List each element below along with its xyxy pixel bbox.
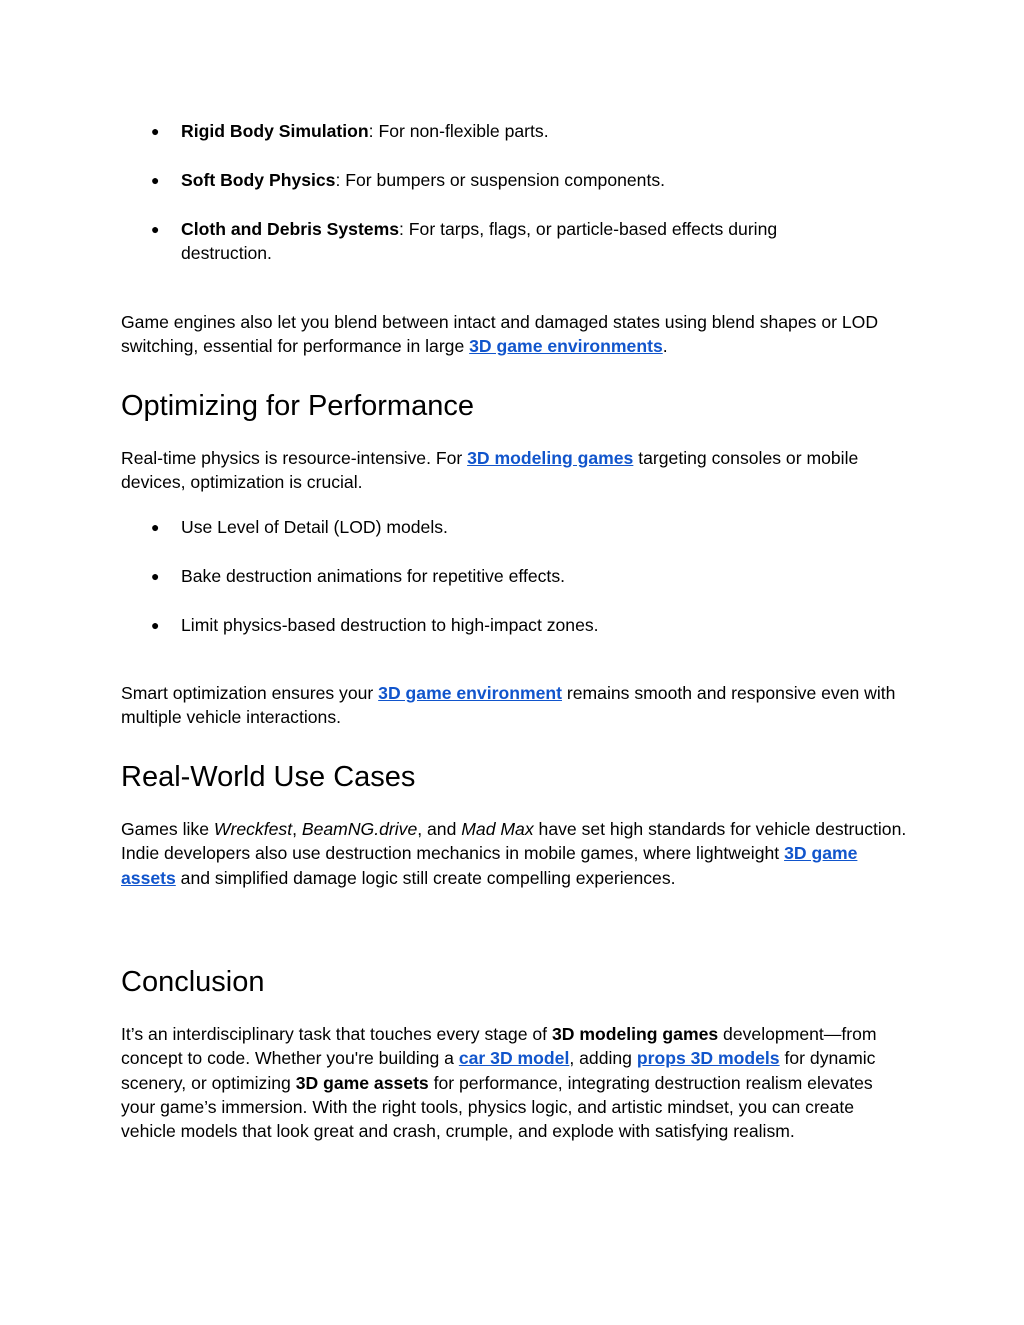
bullet-icon: ● — [151, 519, 160, 535]
list-item — [121, 515, 911, 539]
paragraph-text: development—from concept to code. Whether you're building a — [121, 1024, 877, 1069]
use-cases-heading: Real-World Use Cases — [121, 761, 416, 793]
game-environments-link[interactable]: 3D game environments — [469, 336, 663, 357]
list-item-term: Rigid Body Simulation — [181, 121, 369, 141]
bold-term: 3D modeling games — [551, 1024, 719, 1044]
bullet-icon: ● — [151, 568, 160, 584]
car-3d-model-link[interactable]: car 3D model — [458, 1048, 570, 1069]
list-item-text: : For tarps, flags, or particle-based effects during destruction. — [181, 219, 778, 264]
list-item-text: : For non-flexible parts. — [368, 121, 549, 141]
bullet-icon: ● — [151, 172, 160, 188]
bold-term: 3D game assets — [295, 1072, 429, 1093]
props-3d-models-link[interactable]: props 3D models — [636, 1048, 780, 1069]
use-cases-paragraph — [121, 817, 911, 890]
list-item — [121, 613, 911, 637]
list-item — [121, 168, 911, 192]
bullet-icon: ● — [151, 221, 160, 237]
paragraph-text: and simplified damage logic still create compelling experiences. — [175, 867, 676, 888]
game-title: BeamNG.drive — [301, 819, 418, 839]
game-assets-link[interactable]: 3D game assets — [121, 843, 858, 888]
optimizing-intro-paragraph — [121, 446, 911, 495]
game-title: Mad Max — [461, 819, 534, 839]
modeling-games-link[interactable]: 3D modeling games — [467, 448, 634, 468]
paragraph-text: targeting consoles or mobile devices, optimization is crucial. — [121, 448, 859, 493]
paragraph-text: have set high standards for vehicle destruction. Indie developers also use destruction mechanics in mobile games, where lightweight — [121, 819, 907, 864]
paragraph-text: Game engines also let you blend between intact and damaged states using blend shapes or LOD switching, essential for performance in large — [121, 312, 879, 357]
paragraph-text: for dynamic scenery, or optimizing — [121, 1048, 876, 1093]
paragraph-text: , and — [417, 819, 462, 839]
list-item-term: Cloth and Debris Systems — [181, 219, 400, 239]
paragraph-text: . — [662, 336, 668, 357]
list-item-text: Bake destruction animations for repetitive effects. — [181, 566, 566, 586]
list-item — [121, 217, 911, 266]
bullet-icon: ● — [151, 617, 160, 633]
list-item-text: Use Level of Detail (LOD) models. — [181, 517, 448, 537]
list-item — [121, 119, 911, 143]
paragraph-text: for performance, integrating destruction realism elevates your game’s immersion. With the right tools, physics logic, and artistic mindset, you can create vehicle models that look great and crash, crumple, and explode with satisfying realism. — [121, 1072, 873, 1142]
paragraph-text: Smart optimization ensures your — [121, 683, 379, 703]
list-item-term: Soft Body Physics — [181, 170, 336, 190]
paragraph-text: remains smooth and responsive even with multiple vehicle interactions. — [121, 683, 896, 728]
blend-paragraph — [121, 310, 911, 359]
conclusion-paragraph — [121, 1022, 911, 1143]
conclusion-heading: Conclusion — [121, 966, 265, 998]
paragraph-text: , — [292, 819, 302, 839]
list-item — [121, 564, 911, 588]
list-item-text: Limit physics-based destruction to high-impact zones. — [181, 615, 599, 635]
paragraph-text: It’s an interdisciplinary task that touches every stage of — [121, 1024, 552, 1044]
optimizing-heading: Optimizing for Performance — [121, 390, 474, 422]
list-item-text: : For bumpers or suspension components. — [335, 170, 666, 190]
game-title: Wreckfest — [213, 819, 293, 839]
bullet-icon: ● — [151, 123, 160, 139]
optimizing-outro-paragraph — [121, 681, 911, 730]
paragraph-text: Games like — [121, 819, 214, 839]
paragraph-text: Real-time physics is resource-intensive. For — [121, 448, 468, 468]
game-environment-link[interactable]: 3D game environment — [378, 683, 562, 703]
paragraph-text: , adding — [569, 1048, 637, 1069]
